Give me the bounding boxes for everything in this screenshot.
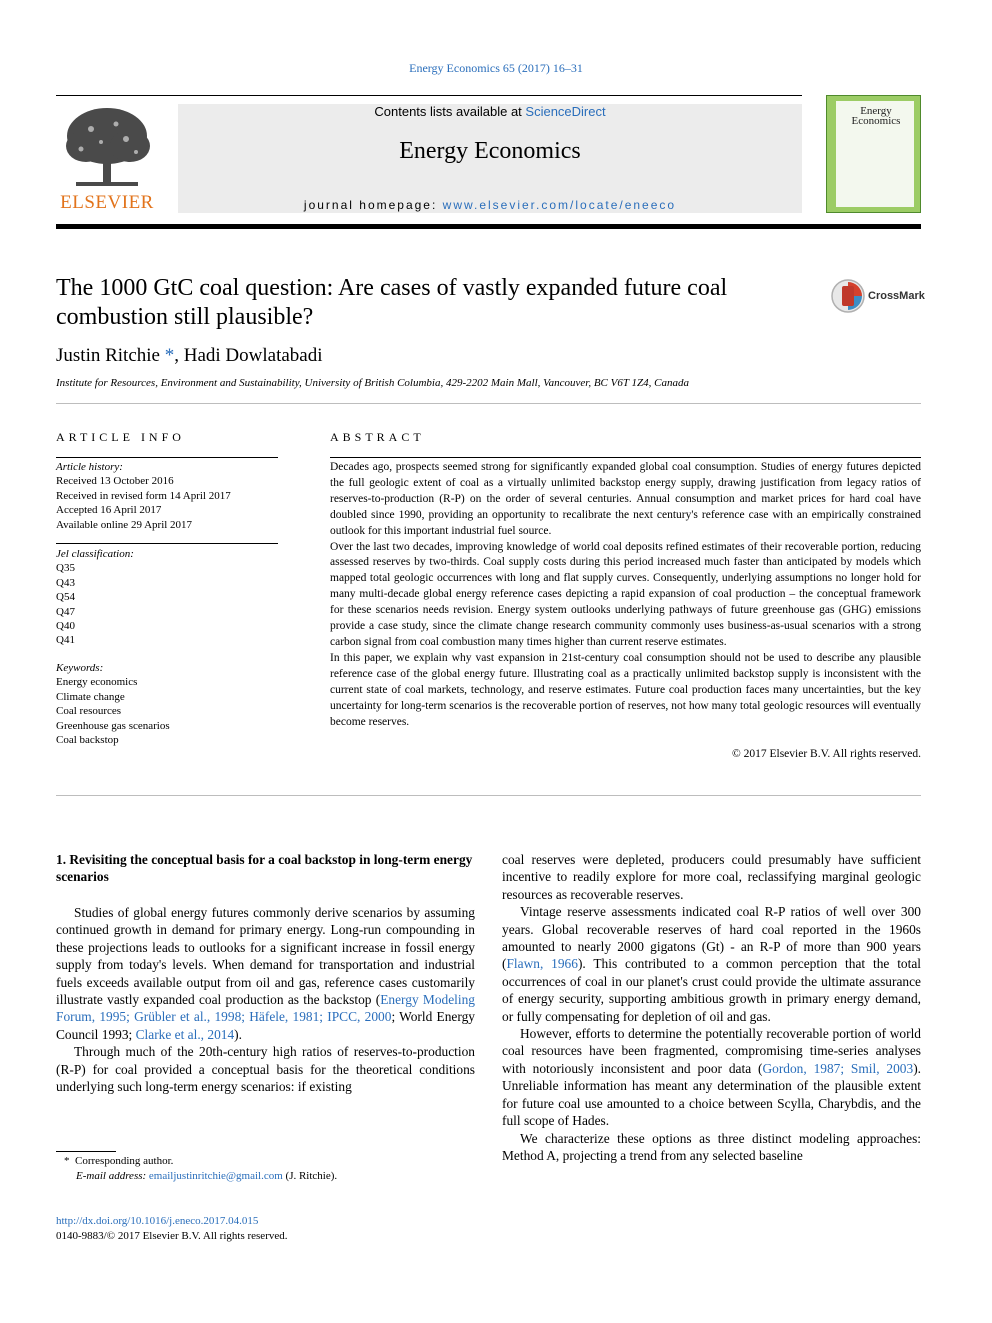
article-info-rule xyxy=(56,457,278,458)
keyword: Energy economics xyxy=(56,676,138,689)
history-item: Accepted 16 April 2017 xyxy=(56,504,162,517)
jel-code: Q35 xyxy=(56,562,75,575)
journal-homepage xyxy=(178,198,802,212)
abstract-body xyxy=(330,460,921,730)
jel-classification xyxy=(56,547,278,648)
footnote-mark: * xyxy=(64,1155,70,1167)
history-item: Available online 29 April 2017 xyxy=(56,518,193,531)
sciencedirect-link[interactable]: ScienceDirect xyxy=(525,104,606,119)
text-run: ). xyxy=(234,1026,242,1042)
body-paragraph xyxy=(502,1025,921,1129)
jel-code: Q54 xyxy=(56,591,75,604)
keyword: Climate change xyxy=(56,690,125,703)
keyword: Coal backstop xyxy=(56,734,119,747)
text-run: However, efforts to determine the potentially recoverable portion of world coal resources have been fragmented, compromising time-series analyses with notoriously inconsistent and poor data ( xyxy=(502,1026,921,1076)
article-info-rule xyxy=(56,543,278,544)
section-heading: 1. Revisiting the conceptual basis for a coal backstop in long-term energy scenarios xyxy=(56,852,473,885)
history-item: Received 13 October 2016 xyxy=(56,475,174,488)
keyword: Coal resources xyxy=(56,705,122,718)
abstract-paragraph: Decades ago, prospects seemed strong for significantly expanded global coal consumption. Studies of energy futures depicted the full geologic extent of coal as a virtually unlimited backstop energy supply, drawing justification from legacy ratios of reserves-to-production (R-P) on the order of several centuries. Annual consumption and market prices for hard coal have doubled since 1990, providing an opportunity to recalibrate the next century's reference case with an empirically constrained outlook for this important industrial fuel source. xyxy=(330,461,921,537)
text-run: Studies of global energy futures commonly derive scenarios by assuming continued growth in demand for primary energy. Long-run compounding in these projections leads to outlooks for a significant increase in fossil energy supply from today's levels. When demand for transportation and industrial fuels exceeds available output from oil and gas, reference cases customarily illustrate vastly expanded coal production as the backstop ( xyxy=(56,905,475,1008)
abstract-bottom-rule xyxy=(56,795,921,796)
author-separator: , xyxy=(174,345,184,366)
corresponding-author-mark[interactable]: * xyxy=(164,345,175,366)
keywords xyxy=(56,661,278,747)
author-list xyxy=(56,345,323,367)
footnote-corresponding xyxy=(56,1154,475,1169)
crossmark-label[interactable]: CrossMark xyxy=(868,290,925,302)
citation-link[interactable]: Gordon, 1987; Smil, 2003 xyxy=(762,1060,914,1076)
citation-link[interactable]: Flawn, 1966 xyxy=(506,956,578,972)
homepage-link[interactable]: www.elsevier.com/locate/eneeco xyxy=(442,198,677,212)
history-item: Received in revised form 14 April 2017 xyxy=(56,489,231,502)
affiliation: Institute for Resources, Environment and Sustainability, University of British Columbia, 429-2202 Main Mall, Vancouver, BC V6T 1Z4, Canada xyxy=(56,377,689,389)
journal-title: Energy Economics xyxy=(399,138,581,164)
email-label: E-mail address: xyxy=(76,1170,147,1182)
footnote xyxy=(56,1154,475,1184)
body-column-left xyxy=(56,904,475,1095)
citation-link[interactable]: Energy Modeling Forum, 1995; Grübler et al., 1998; Häfele, 1981; IPCC, 2000 xyxy=(56,992,475,1025)
body-paragraph: coal reserves were depleted, producers could presumably have sufficient incentive to readily explore for more coal, reclassifying marginal geologic resources as recoverable reserves. xyxy=(502,852,921,902)
keywords-label: Keywords: xyxy=(56,662,104,674)
body-paragraph: Through much of the 20th-century high ratios of reserves-to-production (R-P) for coal provided a conceptual basis for the theoretical conditions underlying such long-term energy scenarios: if existing xyxy=(56,1044,475,1095)
email-suffix: (J. Ritchie). xyxy=(282,1170,338,1182)
email-link[interactable]: emailjustinritchie@gmail.com xyxy=(148,1170,283,1182)
jel-code: Q43 xyxy=(56,576,75,589)
abstract-rule xyxy=(330,457,921,458)
citation-link[interactable]: Clarke et al., 2014 xyxy=(135,1026,235,1042)
abstract-copyright: © 2017 Elsevier B.V. All rights reserved. xyxy=(732,748,921,760)
jel-code: Q41 xyxy=(56,634,75,647)
text-run: ; World Energy Council 1993; xyxy=(56,1009,475,1042)
body-column-right xyxy=(502,851,921,1164)
contents-line xyxy=(178,104,802,119)
abstract-paragraph: In this paper, we explain why vast expansion in 21st-century coal consumption should not be used to describe any plausible reference case of the global energy future. Illustrating coal as a practically unlimited backstop supply is inconsistent with the current state of coal markets, technology, and reserve estimates. Future coal production faces many uncertainties, but the key uncertainty for long-term scenarios is the recoverable portion of reserves, not how many total geologic resources will eventually become reserves. xyxy=(330,651,921,728)
elsevier-wordmark: ELSEVIER xyxy=(60,192,154,213)
cover-title: Energy Economics xyxy=(851,105,901,127)
history-label: Article history: xyxy=(56,461,123,473)
journal-cover-thumbnail[interactable] xyxy=(826,95,921,213)
text-run: ). This contributed to a common perception that the total occurrences of coal in our planet's crust could provide the ultimate assurance of energy security, supporting ambitious growth in primary energy demand, or fully compensating for depletion of oil and gas. xyxy=(502,956,921,1024)
abstract-paragraph: Over the last two decades, improving knowledge of world coal deposits refined estimates of their recoverable portion, reducing assessed reserves by two-thirds. Coal supply costs during this period increased much faster than anticipated by models which mapped total geologic occurrences with long and flat supply curves. Consequently, underlying assumptions no longer hold for many multi-decade global energy reference cases depicting a rapid expansion of coal production – the conceptual framework for these scenarios needs revision. Energy system outlooks underlying pathways of future greenhouse gas (GHG) emissions provide a case study, since the climate change research community commonly uses business-as-usual scenarios with a strong carbon signal from coal combustion many times higher than current reserve estimates. xyxy=(330,540,921,648)
author-name[interactable]: Justin Ritchie xyxy=(56,345,160,366)
journal-reference[interactable]: Energy Economics 65 (2017) 16–31 xyxy=(409,61,583,75)
article-history xyxy=(56,460,278,532)
header-rule xyxy=(56,95,802,96)
abstract-heading: ABSTRACT xyxy=(330,430,425,444)
author-name[interactable]: Hadi Dowlatabadi xyxy=(183,345,323,366)
jel-code: Q47 xyxy=(56,605,75,618)
jel-label: Jel classification: xyxy=(56,548,134,560)
footnote-rule xyxy=(56,1151,116,1152)
footnote-email xyxy=(56,1169,475,1184)
doi-block xyxy=(56,1214,288,1244)
contents-prefix: Contents lists available at xyxy=(374,104,526,119)
body-paragraph xyxy=(56,904,475,1043)
homepage-prefix: journal homepage: xyxy=(303,198,443,212)
body-paragraph xyxy=(502,903,921,1025)
keyword: Greenhouse gas scenarios xyxy=(56,719,170,732)
jel-code: Q40 xyxy=(56,620,75,633)
text-run: Vintage reserve assessments indicated coal R-P ratios of well over 300 years. Global recoverable reserves of hard coal reported in the 1960s amounted to nearly 2000 gigatons (Gt) - an R-P of more than 900 years ( xyxy=(502,904,921,972)
body-paragraph: We characterize these options as three distinct modeling approaches: Method A, projecting a trend from any selected baseline xyxy=(502,1130,921,1163)
issn-line: 0140-9883/© 2017 Elsevier B.V. All rights reserved. xyxy=(56,1230,288,1242)
article-info-heading: ARTICLE INFO xyxy=(56,430,185,444)
corresponding-label: Corresponding author. xyxy=(75,1155,174,1167)
affiliation-rule xyxy=(56,403,921,404)
article-title: The 1000 GtC coal question: Are cases of vastly expanded future coal combustion still plausible? xyxy=(56,275,728,330)
header-thick-rule xyxy=(56,224,921,229)
doi-link[interactable]: http://dx.doi.org/10.1016/j.eneco.2017.04.015 xyxy=(56,1215,259,1227)
text-run: ). Unreliable information has meant any determination of the plausible extent for future coal use amounted to a choice between Scylla, Charybdis, and the full scope of Hades. xyxy=(502,1060,921,1129)
